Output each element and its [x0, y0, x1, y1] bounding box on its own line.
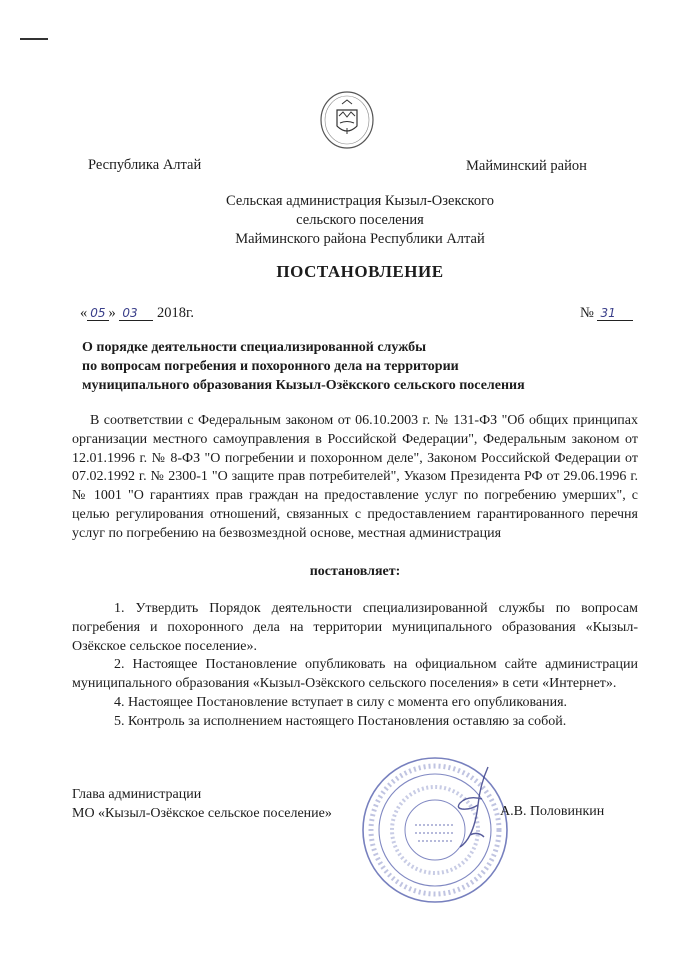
subject-line-1: О порядке деятельности специализированной службы: [82, 340, 427, 355]
org-line-3: Майминского района Республики Алтай: [235, 231, 485, 247]
date-day: 05: [87, 306, 108, 321]
signatory-position: [72, 785, 332, 823]
date-year: 2018г.: [157, 305, 194, 321]
republic-label: Республика Алтай: [88, 157, 202, 173]
resolution-item: 1. Утвердить Порядок деятельности специализированной службы по вопросам погребения и похоронного дела на территории муниципального образования «Кызыл-Озёкское сельское поселение».: [72, 601, 638, 654]
signatory-name: А.В. Половинкин: [500, 804, 605, 819]
subject-line-3: муниципального образования Кызыл-Озёкского сельского поселения: [82, 378, 525, 393]
document-title: ПОСТАНОВЛЕНИЕ: [276, 262, 444, 281]
date-open-quote: «: [80, 305, 88, 321]
position-line-1: Глава администрации: [72, 787, 202, 802]
resolves-label: постановляет:: [309, 564, 401, 579]
scan-mark: [20, 38, 48, 40]
handwritten-signature-icon: [440, 765, 500, 855]
date-month: 03: [119, 306, 153, 321]
document-number: [580, 305, 633, 322]
org-line-1: Сельская администрация Кызыл-Озекского: [226, 193, 494, 209]
document-date: [80, 305, 194, 322]
district-label: Майминский район: [466, 158, 587, 174]
number-value: 31: [597, 306, 633, 321]
resolution-item: 2. Настоящее Постановление опубликовать на официальном сайте администрации муниципального образования «Кызыл-Озёкского сельского поселения» в сети «Интернет».: [72, 657, 638, 692]
number-label: №: [580, 305, 594, 321]
subject-line-2: по вопросам погребения и похоронного дела на территории: [82, 359, 459, 374]
org-line-2: сельского поселения: [296, 212, 424, 228]
resolution-item: 5. Контроль за исполнением настоящего Постановления оставляю за собой.: [114, 713, 567, 729]
organization-name: [150, 192, 570, 249]
document-subject: [82, 338, 622, 395]
date-close-quote: »: [108, 305, 116, 321]
resolution-item: 4. Настоящее Постановление вступает в силу с момента его опубликования.: [114, 694, 568, 710]
coat-of-arms-icon: [318, 90, 376, 150]
resolution-items: [72, 600, 638, 732]
preamble-paragraph: В соответствии с Федеральным законом от 06.10.2003 г. № 131-ФЗ "Об общих принципах организации местного самоуправления в Российской Федерации", Федеральным законом от 12.01.1996 г. № 8-ФЗ "О погребении и похоронном деле", Законом Российской Федерации от 07.02.1992 г. № 2300-1 "О защите прав потребителей", Указом Президента РФ от 29.06.1996 г. № 1001 "О гарантиях прав граждан на предоставление услуг по погребению умерших", с целью регулирования отношений, связанных с предоставлением гарантированного перечня услуг по погребению на безвозмездной основе, местная администрация: [72, 413, 638, 541]
position-line-2: МО «Кызыл-Озёкское сельское поселение»: [72, 806, 332, 821]
